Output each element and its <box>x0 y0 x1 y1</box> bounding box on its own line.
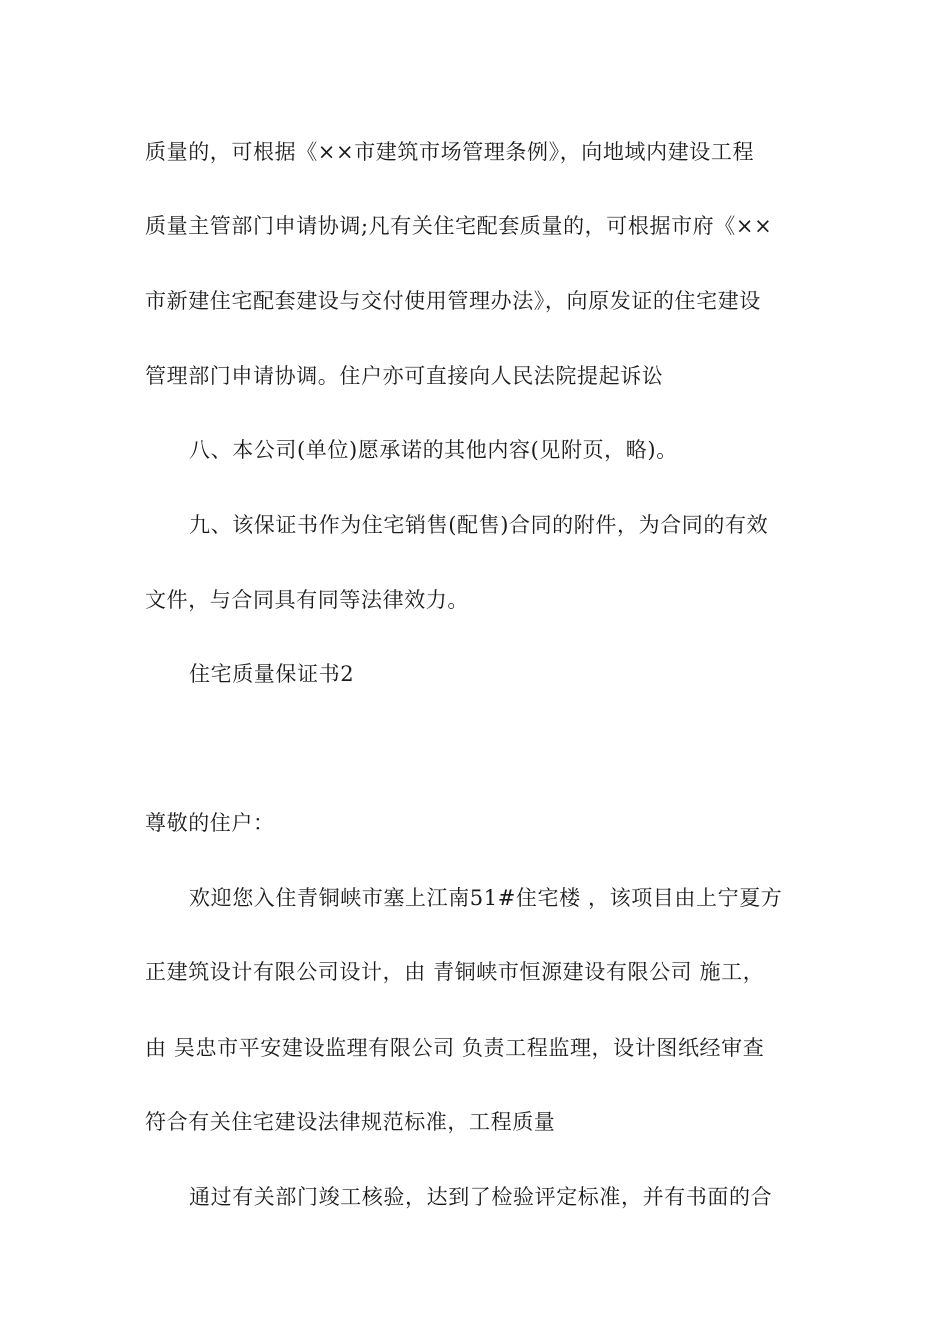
paragraph-line: 管理部门申请协调。住户亦可直接向人民法院提起诉讼 <box>145 364 664 388</box>
paragraph-line: 市新建住宅配套建设与交付使用管理办法》，向原发证的住宅建设 <box>145 289 761 313</box>
paragraph-line: 欢迎您入住青铜峡市塞上江南51#住宅楼 ，该项目由上宁夏方 <box>189 886 783 910</box>
paragraph-line: 文件，与合同具有同等法律效力。 <box>145 588 469 612</box>
clause-eight: 八、本公司(单位)愿承诺的其他内容(见附页，略)。 <box>189 438 678 462</box>
paragraph-line: 通过有关部门竣工核验，达到了检验评定标准，并有书面的合 <box>189 1185 773 1209</box>
paragraph-line: 质量主管部门申请协调;凡有关住宅配套质量的，可根据市府《×× <box>145 214 773 238</box>
section-title: 住宅质量保证书2 <box>189 662 355 686</box>
paragraph-line: 符合有关住宅建设法律规范标准，工程质量 <box>145 1110 556 1134</box>
clause-nine: 九、该保证书作为住宅销售(配售)合同的附件，为合同的有效 <box>189 513 769 537</box>
paragraph-line: 正建筑设计有限公司设计，由 青铜峡市恒源建设有限公司 施工， <box>145 960 765 984</box>
paragraph-line: 质量的，可根据《××市建筑市场管理条例》，向地域内建设工程 <box>145 140 755 164</box>
paragraph-line: 由 吴忠市平安建设监理有限公司 负责工程监理，设计图纸经审查 <box>145 1036 765 1060</box>
salutation: 尊敬的住户： <box>145 811 275 835</box>
